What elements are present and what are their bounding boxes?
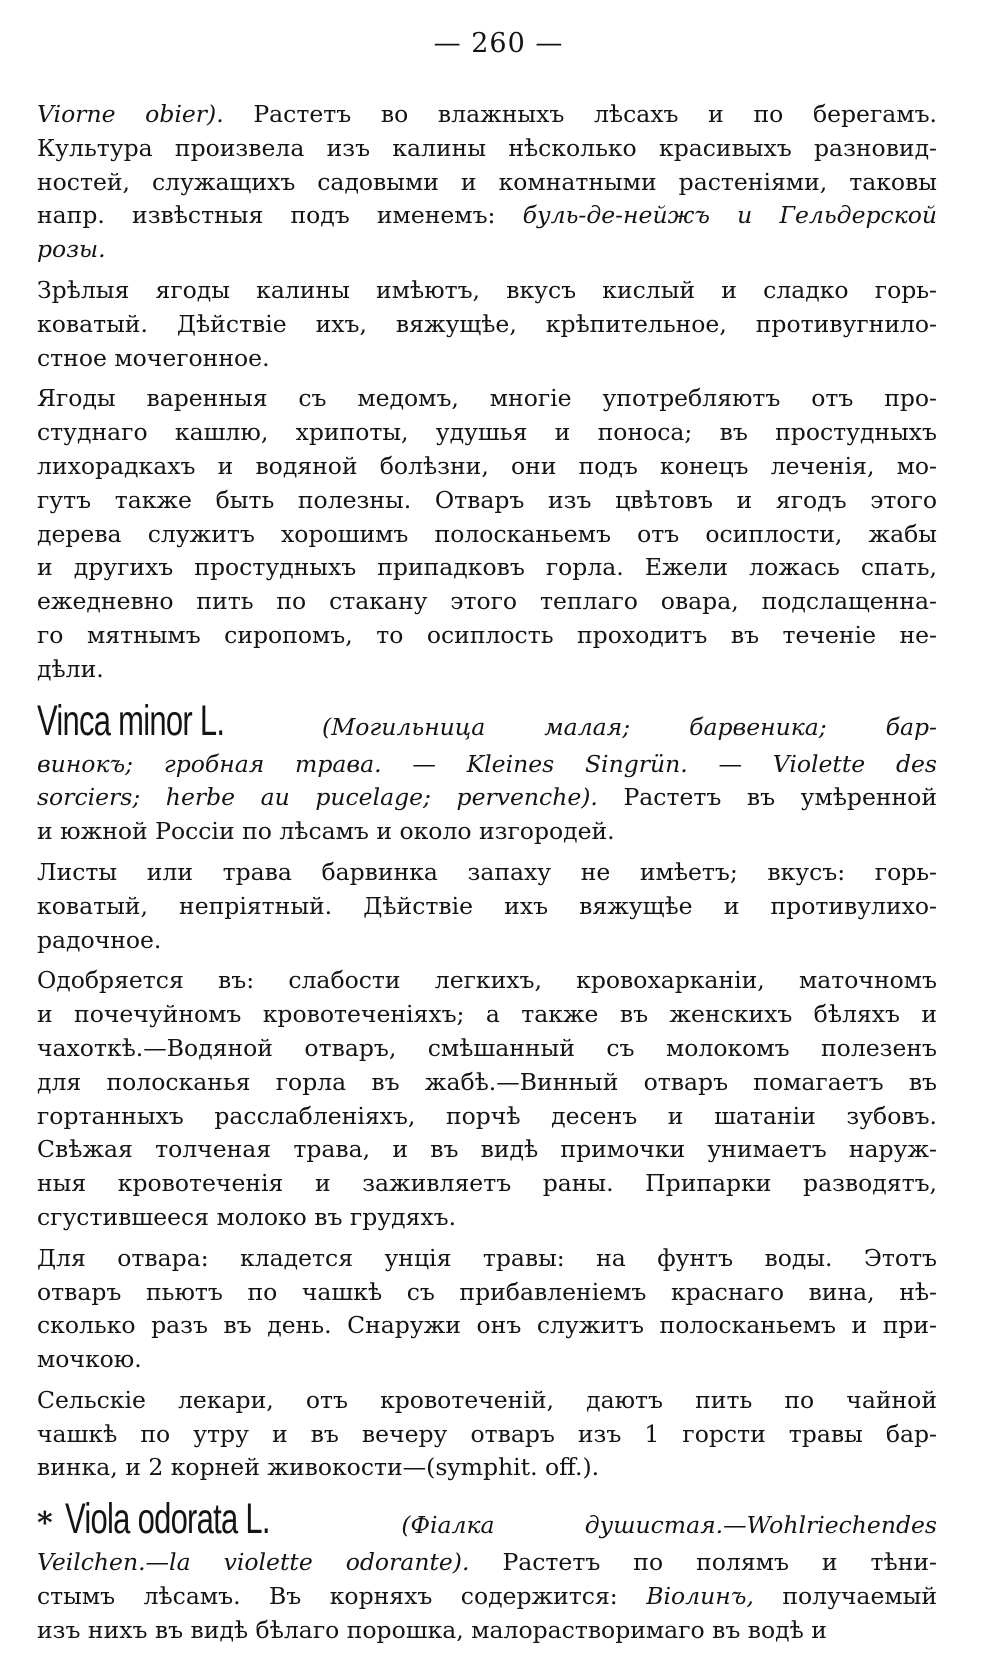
text-run: Одобряется въ: слабости легкихъ, кровохарканіи, маточномъ xyxy=(37,966,937,995)
paragraph xyxy=(37,1492,937,1647)
italic-text: (Фіалка душистая.—Wohlriechendes xyxy=(401,1511,937,1540)
text-line xyxy=(37,98,937,132)
text-run: и южной Россіи по лѣсамъ и около изгородей. xyxy=(37,817,615,846)
paragraph-gap xyxy=(37,267,937,274)
text-line xyxy=(37,342,937,376)
text-line xyxy=(37,132,937,166)
text-line xyxy=(37,890,937,924)
text-run: чашкѣ по утру и въ вечеру отваръ изъ 1 горсти травы бар- xyxy=(37,1419,937,1448)
text-run: гортанныхъ расслабленіяхъ, порчѣ десенъ и шатаніи зубовъ. xyxy=(37,1101,937,1130)
text-run: коватый. Дѣйствіе ихъ, вяжущѣе, крѣпительное, противугнило- xyxy=(37,309,937,338)
text-line xyxy=(37,1276,937,1310)
text-line xyxy=(37,166,937,200)
text-line xyxy=(37,1384,937,1418)
text-line xyxy=(37,274,937,308)
text-line xyxy=(37,551,937,585)
text-run: ныя кровотеченія и заживляетъ раны. Припарки разводятъ, xyxy=(37,1169,937,1198)
text-run: чахоткѣ.—Водяной отваръ, смѣшанный съ молокомъ полезенъ xyxy=(37,1033,937,1062)
paragraph xyxy=(37,274,937,375)
text-run: студнаго кашлю, хрипоты, удушья и поноса; въ простудныхъ xyxy=(37,418,937,447)
paragraph xyxy=(37,856,937,957)
text-run: стное мочегонное. xyxy=(37,343,270,372)
paragraph xyxy=(37,1242,937,1377)
italic-text: Віолинъ, xyxy=(646,1582,754,1611)
text-line xyxy=(37,1167,937,1201)
text-run: сколько разъ въ день. Снаружи онъ служитъ полосканьемъ и при- xyxy=(37,1311,937,1340)
italic-text: sorciers; herbe au pucelage; pervenche). xyxy=(37,783,598,812)
text-run: и другихъ простудныхъ припадковъ горла. Ежели ложась спать, xyxy=(37,553,937,582)
paragraph-gap xyxy=(37,957,937,964)
text-line xyxy=(37,998,937,1032)
text-line xyxy=(37,1614,937,1648)
text-line xyxy=(37,308,937,342)
text-run: и почечуйномъ кровотеченіяхъ; а также въ женскихъ бѣляхъ и xyxy=(37,1000,937,1029)
text-line xyxy=(37,619,937,653)
text-line xyxy=(37,233,937,267)
text-run: лихорадкахъ и водяной болѣзни, они подъ конецъ леченія, мо- xyxy=(37,451,937,480)
text-line xyxy=(37,1546,937,1580)
italic-text: Veilchen.—la violette odorante). xyxy=(37,1548,470,1577)
text-run: стымъ лѣсамъ. Въ корняхъ содержится: xyxy=(37,1582,647,1611)
text-line xyxy=(37,1343,937,1377)
footnote-asterisk: * xyxy=(37,1506,53,1542)
paragraph xyxy=(37,1384,937,1485)
text-run: Для отвара: кладется унція травы: на фунтъ воды. Этотъ xyxy=(37,1243,937,1272)
text-run: Растетъ во влажныхъ лѣсахъ и по берегамъ. xyxy=(223,100,937,128)
paragraph-gap xyxy=(37,375,937,382)
text-run: для полосканья горла въ жабѣ.—Винный отваръ помагаетъ въ xyxy=(37,1067,937,1096)
text-run: мочкою. xyxy=(37,1345,142,1374)
text-line xyxy=(37,748,937,782)
paragraph-gap xyxy=(37,687,937,694)
text-run: ежедневно пить по стакану этого теплаго овара, подслащенна- xyxy=(37,587,937,616)
page-body-text xyxy=(37,98,937,1648)
text-line xyxy=(37,781,937,815)
italic-text: (Могильница малая; барвеника; бар- xyxy=(322,712,937,741)
italic-text: Viorne obier). xyxy=(37,100,224,128)
text-line xyxy=(37,1032,937,1066)
page-number: — 260 — xyxy=(433,28,564,59)
text-run: коватый, непріятный. Дѣйствіе ихъ вяжущѣе и противулихо- xyxy=(37,891,937,920)
text-run: сгустившееся молоко въ грудяхъ. xyxy=(37,1202,457,1231)
text-run: Свѣжая толченая трава, и въ видѣ примочки унимаетъ наруж- xyxy=(37,1135,937,1164)
paragraph-gap xyxy=(37,1235,937,1242)
text-line xyxy=(37,964,937,998)
text-run: отваръ пьютъ по чашкѣ съ прибавленіемъ краснаго вина, нѣ- xyxy=(37,1277,937,1306)
text-run: винка, и 2 корней живокости—(symphit. off.). xyxy=(37,1453,600,1482)
text-run: дерева служитъ хорошимъ полосканьемъ отъ осиплости, жабы xyxy=(37,519,937,548)
text-run: Сельскіе лекари, отъ кровотеченій, даютъ пить по чайной xyxy=(37,1385,937,1414)
text-line xyxy=(37,1066,937,1100)
text-line xyxy=(37,1309,937,1343)
text-line xyxy=(37,815,937,849)
text-run: Растетъ въ умѣренной xyxy=(597,783,937,812)
paragraph xyxy=(37,964,937,1234)
paragraph xyxy=(37,382,937,686)
text-line xyxy=(37,484,937,518)
text-line xyxy=(37,924,937,958)
text-run: Зрѣлыя ягоды калины имѣютъ, вкусъ кислый и сладко горь- xyxy=(37,275,937,304)
text-line xyxy=(37,1242,937,1276)
species-heading: Vinca minor L. xyxy=(37,696,225,745)
text-run: ностей, служащихъ садовыми и комнатными растеніями, таковы xyxy=(37,167,937,196)
paragraph-gap xyxy=(37,1377,937,1384)
text-line xyxy=(37,585,937,619)
text-run: напр. извѣстныя подъ именемъ: xyxy=(37,201,523,230)
text-line xyxy=(37,1100,937,1134)
text-line xyxy=(37,382,937,416)
text-run: гутъ также быть полезны. Отваръ изъ цвѣтовъ и ягодъ этого xyxy=(37,485,937,514)
text-line xyxy=(37,1451,937,1485)
text-line xyxy=(37,199,937,233)
text-run: изъ нихъ въ видѣ бѣлаго порошка, малорастворимаго въ водѣ и xyxy=(37,1615,827,1644)
italic-text: винокъ; гробная трава. — Kleines Singrün. — Violette des xyxy=(37,749,937,778)
italic-text: буль-де-нейжъ и Гельдерской xyxy=(522,201,937,230)
text-run: дѣли. xyxy=(37,654,104,683)
text-line xyxy=(37,1133,937,1167)
paragraph xyxy=(37,694,937,849)
text-line xyxy=(37,694,937,748)
text-run: Культура произвела изъ калины нѣсколько красивыхъ разновид- xyxy=(37,133,937,162)
text-run: Растетъ по полямъ и тѣни- xyxy=(469,1548,937,1577)
text-line xyxy=(37,1201,937,1235)
text-line xyxy=(37,1418,937,1452)
text-line xyxy=(37,1492,937,1546)
text-line xyxy=(37,653,937,687)
text-line xyxy=(37,416,937,450)
paragraph xyxy=(37,98,937,267)
text-run: го мятнымъ сиропомъ, то осиплость проходитъ въ теченіе не- xyxy=(37,620,937,649)
text-line xyxy=(37,856,937,890)
species-heading: Viola odorata L. xyxy=(64,1495,270,1544)
text-line xyxy=(37,1580,937,1614)
text-run: радочное. xyxy=(37,925,162,954)
text-line xyxy=(37,450,937,484)
text-run: получаемый xyxy=(753,1582,937,1611)
text-line xyxy=(37,518,937,552)
paragraph-gap xyxy=(37,849,937,856)
text-run: Ягоды варенныя съ медомъ, многіе употребляютъ отъ про- xyxy=(37,384,937,413)
text-run: Листы или трава барвинка запаху не имѣетъ; вкусъ: горь- xyxy=(37,857,937,886)
paragraph-gap xyxy=(37,1485,937,1492)
italic-text: розы. xyxy=(37,235,106,264)
